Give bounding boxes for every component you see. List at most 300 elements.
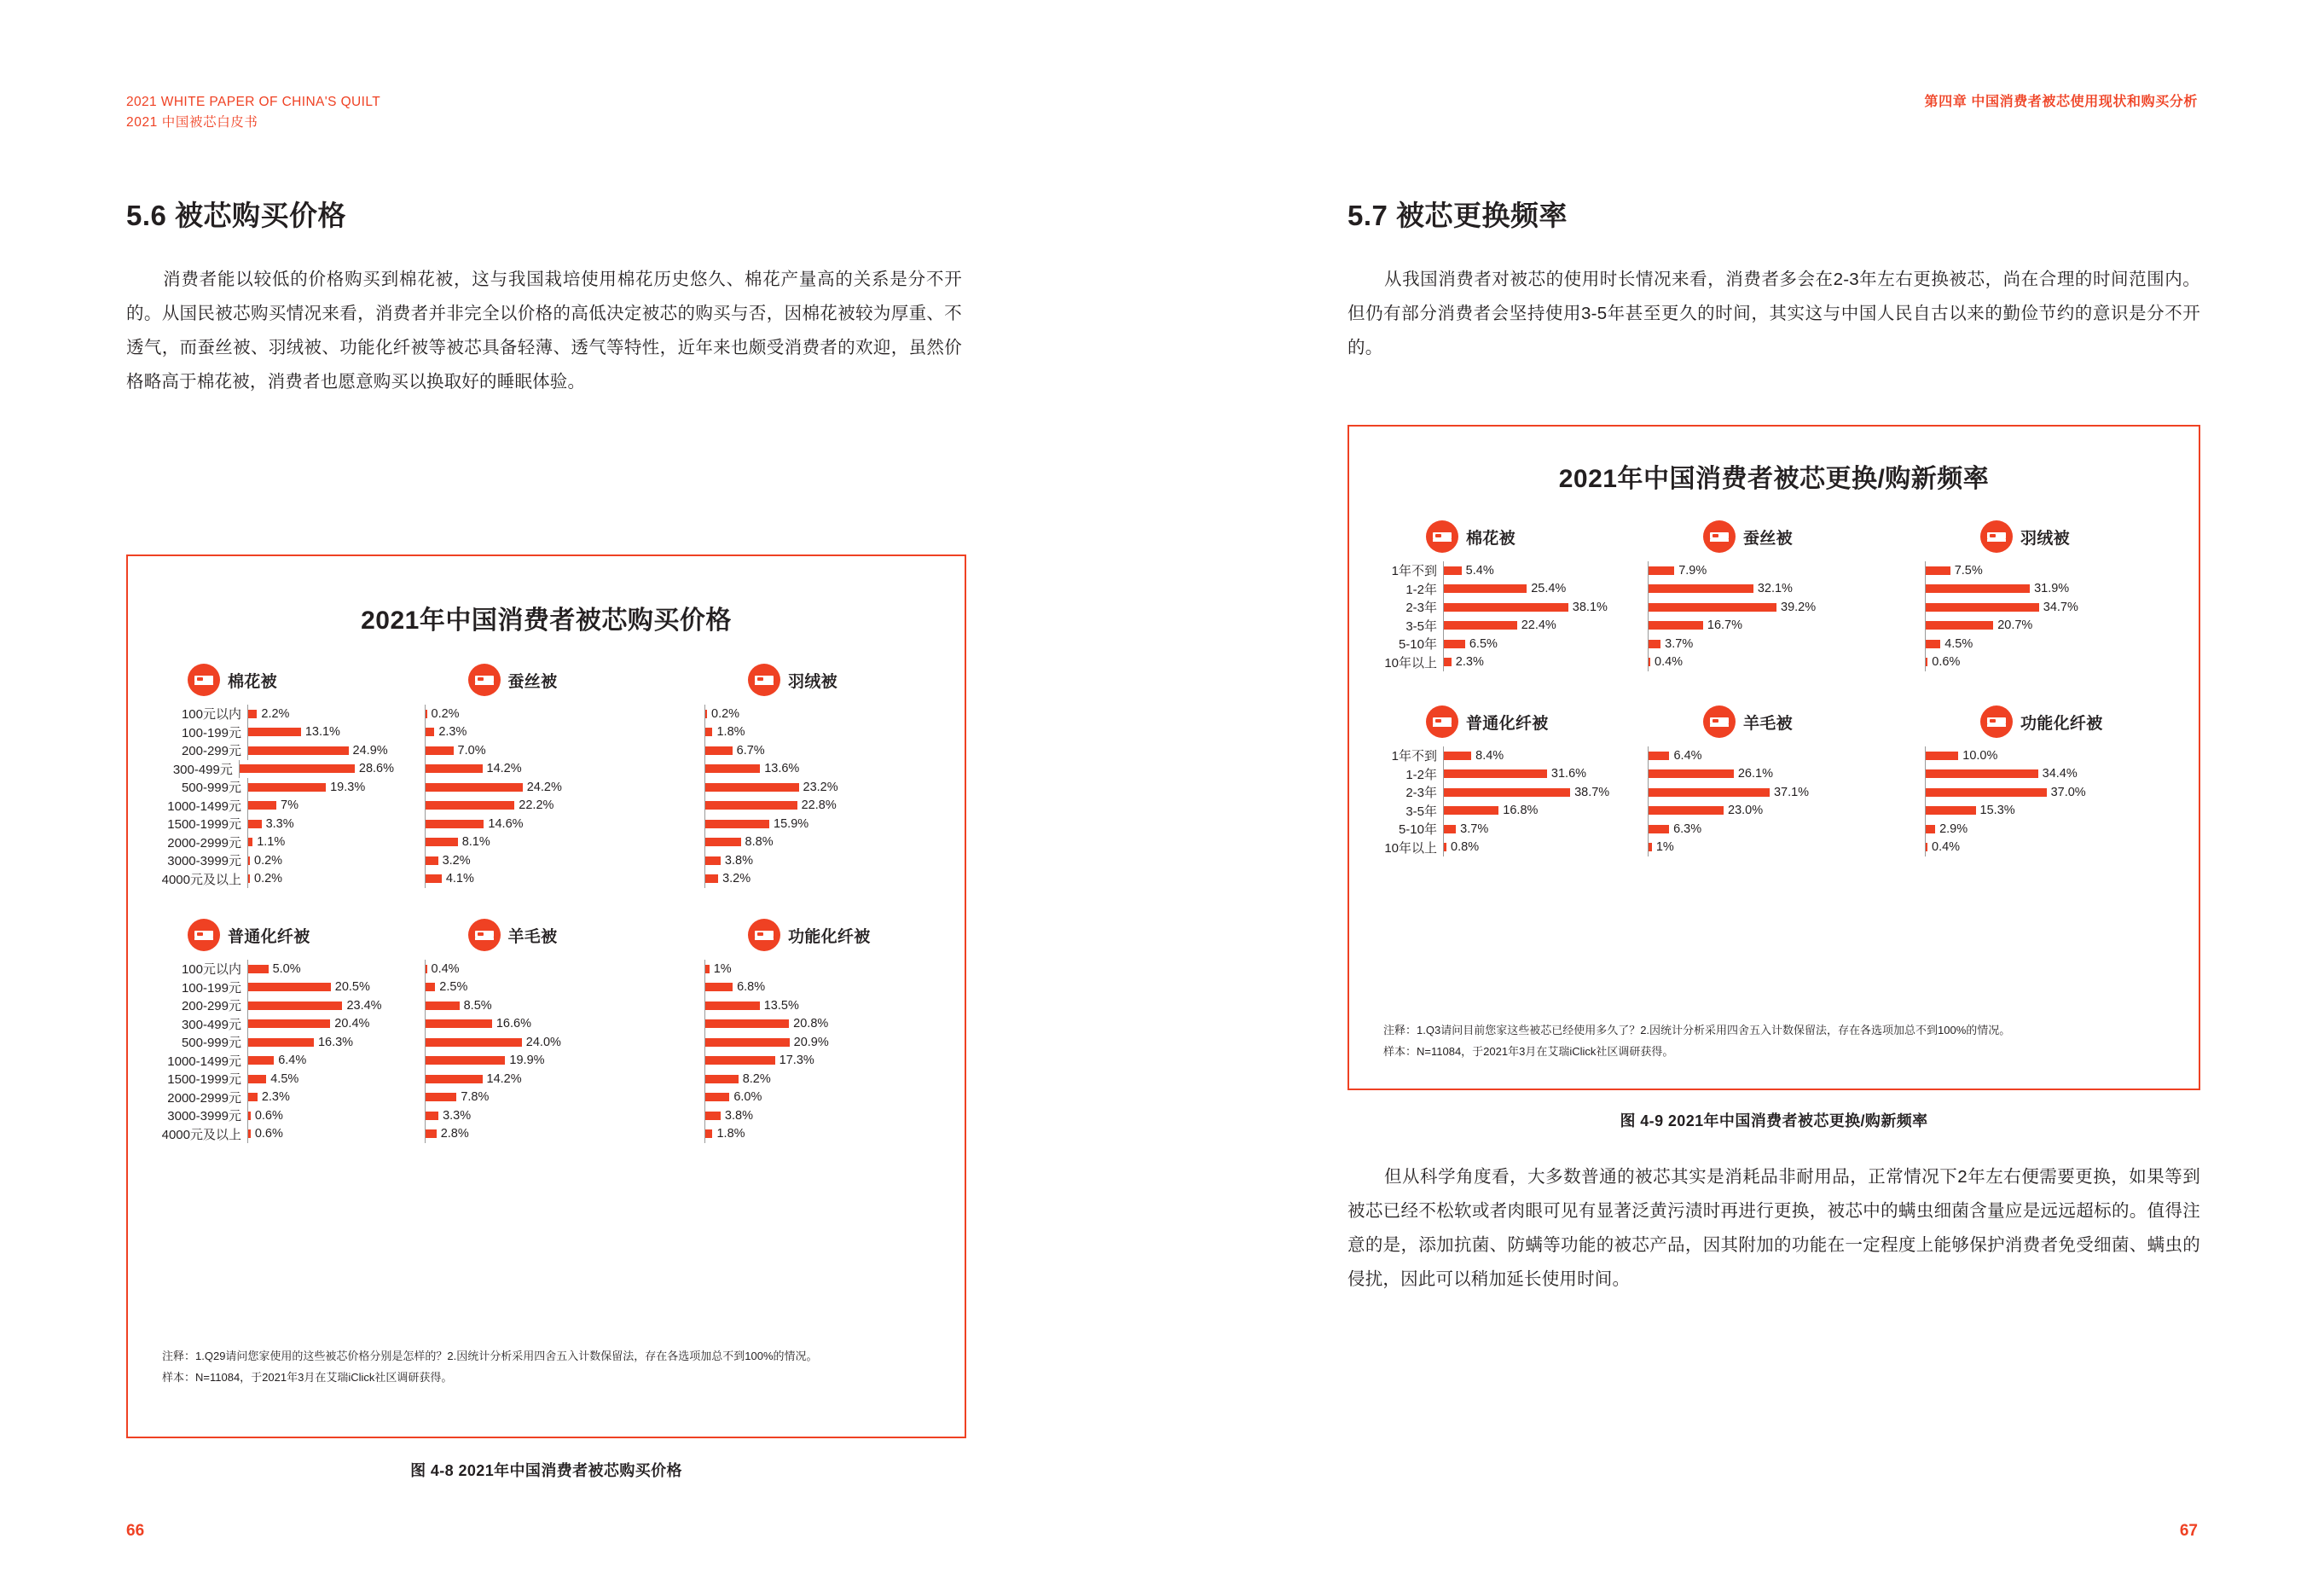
chart-bar-row [419,723,675,742]
bar-value-label: 31.9% [2034,582,2070,596]
bar-track [704,1089,954,1107]
bar-value-label: 19.3% [330,780,366,794]
right-paragraph-2: 但从科学角度看，大多数普通的被芯其实是消耗品非耐用品，正常情况下2年左右便需要更换，如果等到被芯已经不松软或者肉眼可见有显著泛黄污渍时再进行更换，被芯中的螨虫细菌含量应是远远超标的。值得注意的是，添加抗菌、防螨等功能的被芯产品，因其附加的功能在一定程度上能够保护消费者免受细菌、螨虫的侵扰，因此可以稍加延长使用时间。 [1347,1167,2200,1289]
bar [1444,806,1498,815]
bar-value-label: 7.8% [461,1090,490,1105]
bar-value-label: 28.6% [358,762,394,776]
bar-value-label: 6.0% [733,1090,762,1105]
bar-value-label: 1.8% [716,1127,745,1141]
chart-bar-row [138,705,394,723]
bar-track [1648,802,1906,821]
chart-bar-row [138,760,394,779]
panel-header [419,664,675,696]
category-label: 1000-1499元 [167,1054,241,1069]
bar-track [1925,653,2183,672]
bar [1926,752,1958,760]
bar-value-label: 23.2% [803,780,838,794]
chart-bar-row [1642,765,1906,784]
bar-value-label: 3.3% [443,1108,472,1123]
bed-icon [1426,705,1458,738]
chart-panel [419,664,675,888]
bar [705,801,797,810]
bar-track [425,1089,675,1107]
bar-track [247,1052,394,1071]
bar [426,1075,483,1083]
panel-label: 棉花被 [1466,529,1516,548]
bar-track [704,1070,954,1089]
bar-track [1648,765,1906,784]
chart-2-note1-label: 注释： [1383,1024,1417,1037]
chart-bar-row [419,1033,675,1052]
bar [1444,825,1456,833]
section-title-5-6: 5.6 被芯购买价格 [126,200,347,231]
bar [426,820,484,828]
bar [248,820,262,828]
chart-bar-row [698,723,954,742]
bar-value-label: 23.0% [1728,804,1764,818]
bar [248,1112,251,1120]
category-label: 2-3年 [1405,601,1437,616]
category-label: 1年不到 [1391,564,1437,579]
chart-bar-row [419,851,675,870]
chart-bar-row [1365,561,1629,580]
bar [248,1038,314,1047]
bar [248,874,250,883]
chart-bar-row [138,815,394,833]
category-label: 500-999元 [181,781,241,796]
panel-rows [419,705,675,888]
bar-track [425,1052,675,1071]
bar [705,838,741,846]
bar-track [1443,839,1629,857]
bar-track [247,996,394,1015]
chart-bar-row [419,996,675,1015]
bar-track [704,815,954,833]
chart-panel [1919,520,2183,671]
bed-icon [1426,520,1458,553]
bar-track [1648,839,1906,857]
category-label: 100元以内 [181,707,241,723]
panel-label: 功能化纤被 [788,927,871,946]
chart-bar-row [1919,765,2183,784]
chart-bar-row [1365,802,1629,821]
bar [1926,621,1993,630]
bar-track [704,1033,954,1052]
chart-bar-row [1365,653,1629,672]
bar-value-label: 6.8% [737,980,766,995]
bar-track [425,1070,675,1089]
bar-track [1443,783,1629,802]
bed-icon [748,919,780,951]
panel-rows [1919,561,2183,671]
bar-track [1648,820,1906,839]
bar-track [1648,653,1906,672]
bar-value-label: 39.2% [1781,600,1817,614]
panel-label: 功能化纤被 [2020,714,2103,733]
bar-track [247,815,394,833]
page-number-left: 66 [126,1522,145,1540]
bar-track [425,1125,675,1144]
chart-bar-row [698,978,954,997]
bar-value-label: 3.7% [1665,636,1694,651]
chart-bar-row [698,960,954,978]
chart-1-notes [162,1348,936,1387]
bed-icon [188,919,220,951]
bar-value-label: 20.8% [793,1017,829,1031]
chart-bar-row [1365,765,1629,784]
chart-bar-row [698,1070,954,1089]
bar-value-label: 8.1% [461,835,490,850]
bar-track [1648,598,1906,617]
bar-track [425,996,675,1015]
panel-label: 蚕丝被 [1743,529,1793,548]
chart-bar-row [698,1089,954,1107]
chart-bar-row [698,797,954,816]
bar-value-label: 2.3% [1455,655,1484,670]
panel-rows [1642,746,1906,856]
chart-bar-row [698,833,954,852]
bar [705,710,707,718]
bar [426,1019,492,1028]
chart-bar-row [138,1106,394,1125]
chart-bar-row [138,978,394,997]
bar-value-label: 1.1% [257,835,286,850]
bar-track [704,741,954,760]
bar [426,1002,460,1010]
chart-bar-row [698,1125,954,1144]
bar-track [425,723,675,742]
bed-icon [1980,520,2013,553]
panel-header [698,664,954,696]
bar-value-label: 2.2% [261,706,290,721]
bar-track [247,741,394,760]
chart-bar-row [138,1052,394,1071]
chart-bar-row [419,815,675,833]
bar-track [425,851,675,870]
bar-value-label: 24.0% [525,1035,561,1049]
bar-track [1925,617,2183,636]
bar [248,1129,251,1138]
bar [248,856,250,865]
bar-value-label: 24.2% [526,780,562,794]
bar-track [1443,617,1629,636]
bed-icon [188,664,220,696]
chart-bar-row [138,1125,394,1144]
bed-icon [468,919,501,951]
bar-track [1443,580,1629,599]
bar-track [247,797,394,816]
chart-bar-row [419,870,675,889]
bar [705,1112,721,1120]
chart-panel [1365,520,1629,671]
bar [248,983,331,991]
chart-bar-row [138,797,394,816]
panel-label: 普通化纤被 [228,927,310,946]
chart-bar-row [698,815,954,833]
bar-track [704,760,954,779]
bar-track [425,741,675,760]
right-paragraph: 从我国消费者对被芯的使用时长情况来看，消费者多会在2-3年左右更换被芯，尚在合理的时间范围内。但仍有部分消费者会坚持使用3-5年甚至更久的时间，其实这与中国人民自古以来的勤俭节约的意识是分不开的。 [1347,270,2200,357]
category-label: 10年以上 [1384,655,1437,671]
panel-header [1365,705,1629,738]
bar-value-label: 38.1% [1572,600,1608,614]
bar-track [704,778,954,797]
panel-label: 棉花被 [228,672,277,691]
bar [240,764,355,773]
chart-bar-row [1365,839,1629,857]
category-label: 300-499元 [181,1017,241,1032]
panel-label: 羽绒被 [788,672,837,691]
chart-bar-row [419,1070,675,1089]
category-label: 500-999元 [181,1036,241,1051]
chart-bar-row [698,851,954,870]
chart-bar-row [1919,598,2183,617]
panel-rows [1642,561,1906,671]
panel-header [698,919,954,951]
bar-value-label: 25.4% [1531,582,1567,596]
bar-track [1925,820,2183,839]
chart-panel [1642,705,1906,856]
bar-value-label: 20.5% [334,980,370,995]
bar-value-label: 22.4% [1521,618,1556,633]
bar [705,1019,789,1028]
bar [248,1075,266,1083]
panel-header [1642,705,1906,738]
bar-track [425,1015,675,1034]
bar-track [425,760,675,779]
panel-rows [1365,561,1629,671]
chart-1-note2-label: 样本： [162,1371,196,1385]
category-label: 100元以内 [181,962,241,978]
bar-track [1648,561,1906,580]
chart-bar-row [698,760,954,779]
bar-value-label: 0.4% [431,961,460,976]
bar [1444,603,1568,612]
category-label: 5-10年 [1398,637,1437,653]
chart-1-title: 2021年中国消费者被芯购买价格 [361,607,732,635]
category-label: 10年以上 [1384,840,1437,856]
bar-track [247,960,394,978]
chart-panel [138,664,394,888]
right-page [1162,0,2324,1585]
bar-track [704,797,954,816]
chart-2-note2-label: 样本： [1383,1045,1417,1059]
bar-value-label: 4.5% [270,1071,299,1086]
category-label: 300-499元 [172,762,233,777]
bar-value-label: 1% [1655,840,1674,855]
bar [248,1056,274,1065]
chart-bar-row [1365,598,1629,617]
category-label: 200-299元 [181,999,241,1014]
chart-1-note2-text: N=11084，于2021年3月在艾瑞iClick社区调研获得。 [195,1371,453,1385]
bar [1444,584,1527,593]
bar-track [704,978,954,997]
bar-track [425,778,675,797]
bar [426,710,427,718]
bar-track [425,815,675,833]
bar [705,746,733,755]
bar [1444,752,1471,760]
bar [426,1112,439,1120]
bar-track [1925,802,2183,821]
bar [1926,658,1927,666]
bar-value-label: 6.3% [1673,822,1702,836]
panel-rows [698,705,954,888]
bar [426,801,515,810]
bar-track [1443,746,1629,765]
category-label: 1年不到 [1391,749,1437,764]
bar [705,856,721,865]
bar-track [247,1070,394,1089]
running-head-left [126,92,380,133]
bar-track [247,705,394,723]
bar-value-label: 1.8% [716,725,745,740]
bar [1444,769,1547,778]
chart-panel [698,919,954,1143]
bar [426,1056,506,1065]
bar-value-label: 13.1% [304,725,340,740]
bar-track [247,1106,394,1125]
bar-value-label: 20.7% [1997,618,2033,633]
bar-value-label: 13.6% [764,762,800,776]
chart-1-note1-label: 注释： [162,1350,196,1363]
chart-2-frame [1347,425,2200,1090]
bar [1926,825,1935,833]
bar-track [1443,653,1629,672]
bar-value-label: 4.5% [1944,636,1973,651]
bar [248,1002,342,1010]
figure-caption-4-8: 图 4-8 2021年中国消费者被芯购买价格 [410,1462,682,1479]
bar [1926,584,2030,593]
chart-bar-row [698,1033,954,1052]
chart-panel [138,919,394,1143]
running-head-right: 第四章 中国消费者被芯使用现状和购买分析 [1924,95,2198,109]
panel-label: 羊毛被 [507,927,558,946]
chart-bar-row [1365,746,1629,765]
bar [705,783,799,792]
bar-track [247,851,394,870]
bar-value-label: 14.2% [486,1071,522,1086]
left-paragraph: 消费者能以较低的价格购买到棉花被，这与我国栽培使用棉花历史悠久、棉花产量高的关系是分不开的。从国民被芯购买情况来看，消费者并非完全以价格的高低决定被芯的购买与否，因棉花被较为厚重、不透气，而蚕丝被、羽绒被、功能化纤被等被芯具备轻薄、透气等特性，近年来也颇受消费者的欢迎，虽然价格略高于棉花被，消费者也愿意购买以换取好的睡眠体验。 [126,270,962,392]
bar-track [704,960,954,978]
bar [705,728,712,736]
bar-value-label: 15.3% [1979,804,2015,818]
panel-header [138,919,394,951]
chart-bar-row [138,1089,394,1107]
chart-bar-row [138,778,394,797]
bar [248,1093,258,1101]
chart-bar-row [698,705,954,723]
bar-track [1443,598,1629,617]
bar-value-label: 23.4% [346,998,382,1013]
figure-caption-4-9: 图 4-9 2021年中国消费者被芯更换/购新频率 [1620,1112,1928,1129]
panel-row [128,919,965,1143]
chart-bar-row [1642,802,1906,821]
bar [1926,806,1976,815]
bar-track [247,978,394,997]
panel-rows [1919,746,2183,856]
bar-track [704,705,954,723]
bar-value-label: 0.8% [1451,840,1480,855]
chart-bar-row [1919,561,2183,580]
bar [705,1093,729,1101]
bar [1649,825,1669,833]
chart-2-notes [1383,1022,2170,1061]
chart-bar-row [1642,839,1906,857]
chart-bar-row [138,960,394,978]
bar-track [1443,561,1629,580]
chart-panel [419,919,675,1143]
bar-track [1648,783,1906,802]
bar-track [1925,746,2183,765]
bar-value-label: 32.1% [1757,582,1793,596]
bar-value-label: 24.9% [352,743,388,758]
category-label: 3000-3999元 [167,854,241,869]
bar [705,1002,760,1010]
bar-value-label: 6.4% [278,1054,307,1068]
panel-label: 普通化纤被 [1466,714,1549,733]
bar-value-label: 2.5% [439,980,468,995]
bar-track [247,778,394,797]
bar [1444,788,1570,797]
chart-bar-row [419,978,675,997]
chart-2-title: 2021年中国消费者被芯更换/购新频率 [1558,465,1990,493]
panel-label: 蚕丝被 [507,672,558,691]
bar-track [247,723,394,742]
bar [1649,769,1734,778]
bar [248,728,301,736]
bar-value-label: 26.1% [1737,767,1773,781]
bar [426,838,458,846]
bar-value-label: 3.7% [1460,822,1489,836]
bar [248,838,252,846]
bed-icon [468,664,501,696]
chart-bar-row [419,1015,675,1034]
bar [1926,566,1950,575]
bar [1649,621,1703,630]
category-label: 100-199元 [181,980,241,996]
bar [705,1056,775,1065]
chart-bar-row [419,797,675,816]
bar [1649,788,1770,797]
bar-value-label: 7.5% [1954,563,1983,578]
bar-track [239,760,394,779]
bar [705,1075,739,1083]
chart-bar-row [419,1106,675,1125]
bar-track [247,1125,394,1144]
bar-value-label: 0.4% [1655,655,1684,670]
bar-track [1648,746,1906,765]
chart-bar-row [1919,746,2183,765]
category-label: 4000元及以上 [161,1127,241,1142]
bar-value-label: 0.2% [254,853,283,868]
bar-value-label: 10.0% [1962,748,1998,763]
chart-bar-row [419,741,675,760]
bar-track [425,978,675,997]
panel-label: 羽绒被 [2020,529,2070,548]
bar-value-label: 34.4% [2042,767,2078,781]
category-label: 2-3年 [1405,786,1437,801]
bar [248,783,326,792]
bar [1926,640,1940,648]
chart-bar-row [138,870,394,889]
bar [426,1038,522,1047]
bar [426,746,454,755]
panel-header [138,664,394,696]
bar [248,746,349,755]
chart-bar-row [1919,802,2183,821]
bed-icon [1703,520,1736,553]
